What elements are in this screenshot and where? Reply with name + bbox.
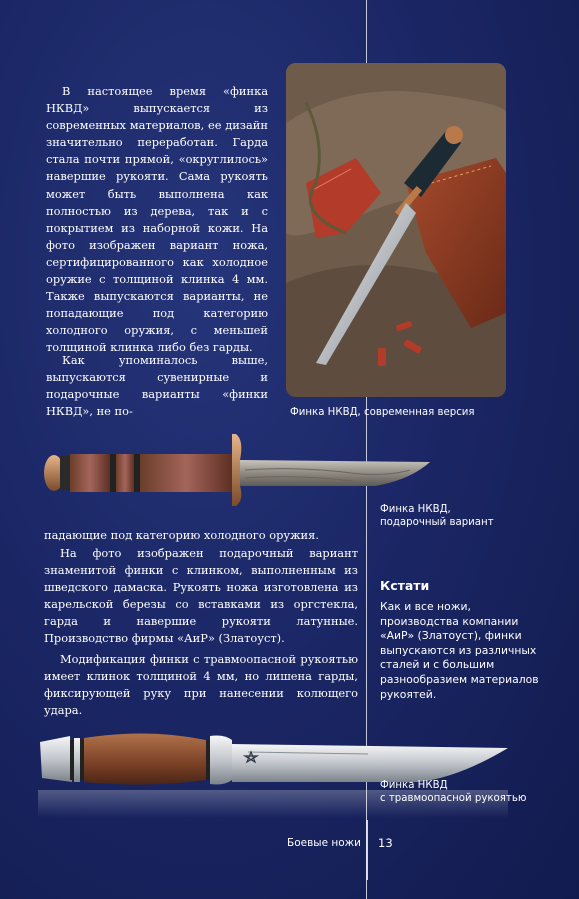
gift-knife-caption-line-2: подарочный вариант <box>380 517 494 528</box>
traumatic-knife-caption-line-2: с травмоопасной рукоятью <box>380 793 527 804</box>
body-paragraph-4: На фото изображен подарочный вариант знаменитой финки с клинком, выполненным из шведского дамаска. Рукоять ножа изготовлена из карельской березы со вставками из оргстекла, гарда и навершие рукояти латунные. Производство фирмы «АиР» (Златоуст). <box>44 546 358 646</box>
knife-photo-illustration <box>286 63 506 397</box>
photo-caption: Финка НКВД, современная версия <box>290 407 475 418</box>
running-footer-title: Боевые ножи <box>287 837 361 849</box>
traumatic-handle-knife-illustration <box>38 730 538 820</box>
sidebar-title: Кстати <box>380 578 430 593</box>
body-paragraph-2: Как упоминалось выше, выпускаются сувенирные и подарочные варианты «финки НКВД», не по- <box>46 353 268 419</box>
page-number: 13 <box>378 836 393 850</box>
page-number-tick <box>366 820 368 880</box>
gift-knife-caption <box>380 503 560 529</box>
body-paragraph-5: Модификация финки с травмоопасной рукоятью имеет клинок толщиной 4 мм, но лишена гарды, фиксирующей руку при нанесении колющего удара. <box>44 652 358 718</box>
body-paragraph-1: В настоящее время «финка НКВД» выпускается из современных материалов, ее дизайн значительно переработан. Гарда стала почти прямой, «округлилось» навершие рукояти. Сама рукоять может быть выполнена как полностью из дерева, так и с покрытием из наборной кожи. На фото изображен вариант ножа, сертифицированного как холодное оружие с толщиной клинка 4 мм. Также выпускаются варианты, не попадающие под категорию холодного оружия, с меньшей толщиной клинка либо без гарды. <box>46 84 268 355</box>
body-paragraph-3: падающие под категорию холодного оружия. <box>44 528 319 542</box>
gift-knife-caption-line-1: Финка НКВД, <box>380 504 451 515</box>
gift-knife-illustration <box>40 430 440 510</box>
traumatic-knife-caption-line-1: Финка НКВД <box>380 780 448 791</box>
sidebar-body: Как и все ножи, производства компании «АиР» (Златоуст), финки выпускаются из различных сталей и с большим разнообразием материалов рукоятей. <box>380 600 539 701</box>
traumatic-knife-caption <box>380 779 560 805</box>
knife-photo <box>286 63 506 397</box>
